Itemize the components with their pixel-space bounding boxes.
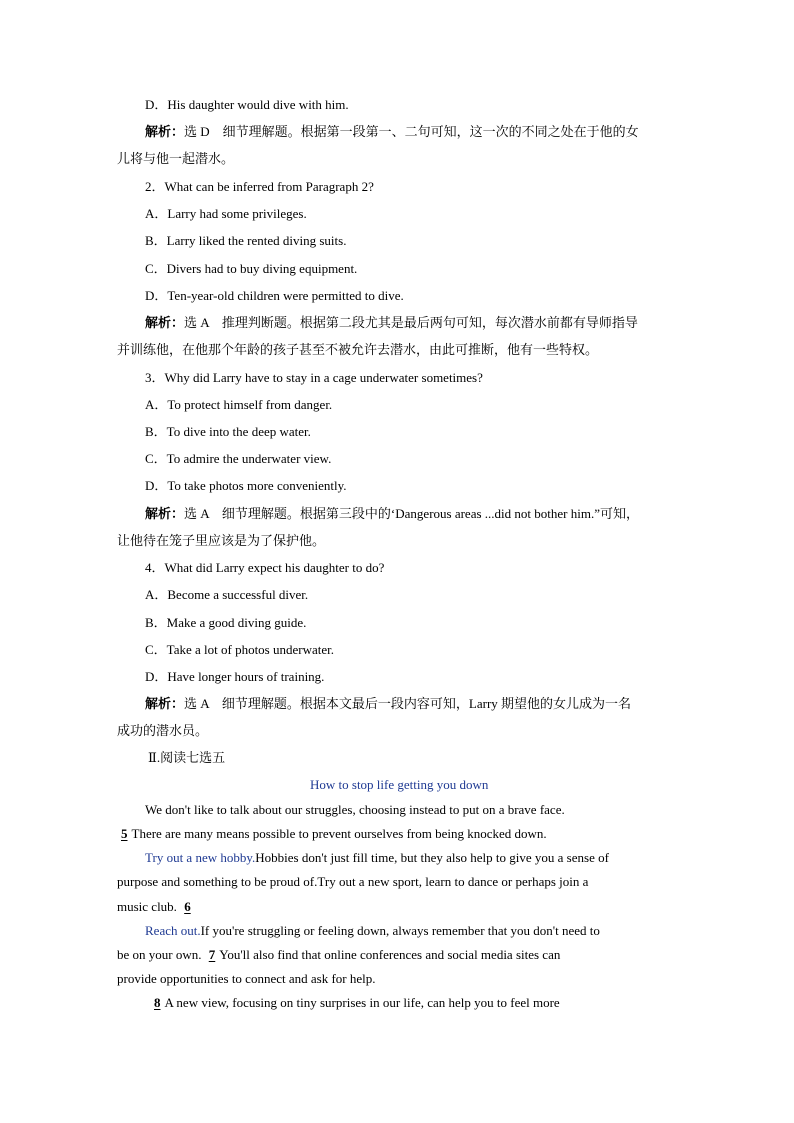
q3-analysis <box>145 506 639 522</box>
q4-question: 4．What did Larry expect his daughter to do? <box>145 560 385 575</box>
q3-option-d: D．To take photos more conveniently. <box>145 478 347 493</box>
p3-line1 <box>145 923 600 939</box>
q3-option-a: A．To protect himself from danger. <box>145 397 333 412</box>
q4-option-c: C．Take a lot of photos underwater. <box>145 642 334 657</box>
analysis-label: 解析： <box>145 124 185 139</box>
q2-analysis-cont: 并训练他，在他那个年龄的孩子甚至不被允许去潜水，由此可推断，他有一些特权。 <box>117 342 599 357</box>
passage-title: How to stop life getting you down <box>310 777 489 792</box>
p1-text: There are many means possible to prevent ourselves from being knocked down. <box>131 826 547 841</box>
blank-7[interactable]: 7 <box>208 947 216 962</box>
analysis-label: 解析： <box>145 506 185 521</box>
p3-text-a: be on your own. <box>117 947 202 962</box>
q2-option-b: B．Larry liked the rented diving suits. <box>145 233 347 248</box>
blank-5[interactable]: 5 <box>121 826 128 841</box>
q3-question: 3．Why did Larry have to stay in a cage underwater sometimes? <box>145 370 483 385</box>
analysis-text: 选 A 推理判断题。根据第二段尤其是最后两句可知，每次潜水前都有导师指导 <box>184 315 638 330</box>
p2-line1 <box>145 850 609 866</box>
p3-line3: provide opportunities to connect and ask for help. <box>117 971 376 986</box>
q1-analysis-cont: 儿将与他一起潜水。 <box>117 151 235 166</box>
q3-option-b: B．To dive into the deep water. <box>145 424 311 439</box>
q3-analysis-cont: 让他待在笼子里应该是为了保护他。 <box>117 533 326 548</box>
q2-option-a: A．Larry had some privileges. <box>145 206 307 221</box>
q4-option-b: B．Make a good diving guide. <box>145 615 307 630</box>
q4-analysis-cont: 成功的潜水员。 <box>117 723 209 738</box>
p2-line3 <box>117 899 195 915</box>
p2-line2: purpose and something to be proud of.Try out a new sport, learn to dance or perhaps join a <box>117 874 589 889</box>
q2-question: 2．What can be inferred from Paragraph 2? <box>145 179 374 194</box>
section-heading: Ⅱ.阅读七选五 <box>148 750 226 765</box>
p3-text: If you're struggling or feeling down, always remember that you don't need to <box>200 923 600 938</box>
q4-analysis <box>145 696 631 712</box>
p2-text: Hobbies don't just fill time, but they also help to give you a sense of <box>255 850 609 865</box>
p1-line2 <box>117 826 547 842</box>
q1-analysis <box>145 124 639 140</box>
p4-line1 <box>150 995 560 1011</box>
blank-8[interactable]: 8 <box>154 995 161 1010</box>
analysis-text: 选 A 细节理解题。根据第三段中的‘Dangerous areas ...did not bother him.”可知， <box>184 506 639 521</box>
q4-option-a: A．Become a successful diver. <box>145 587 309 602</box>
q3-option-c: C．To admire the underwater view. <box>145 451 332 466</box>
p2-heading: Try out a new hobby. <box>145 850 256 865</box>
p2-text-end: music club. <box>117 899 177 914</box>
analysis-label: 解析： <box>145 696 185 711</box>
q4-option-d: D．Have longer hours of training. <box>145 669 325 684</box>
analysis-label: 解析： <box>145 315 185 330</box>
q2-analysis <box>145 315 638 331</box>
analysis-text: 选 A 细节理解题。根据本文最后一段内容可知，Larry 期望他的女儿成为一名 <box>184 696 632 711</box>
p3-text-b: You'll also find that online conferences and social media sites can <box>219 947 561 962</box>
q2-option-c: C．Divers had to buy diving equipment. <box>145 261 358 276</box>
p3-heading: Reach out. <box>145 923 201 938</box>
p1-line1: We don't like to talk about our struggles, choosing instead to put on a brave face. <box>145 802 565 817</box>
q2-option-d: D．Ten-year-old children were permitted to dive. <box>145 288 404 303</box>
analysis-text: 选 D 细节理解题。根据第一段第一、二句可知，这一次的不同之处在于他的女 <box>184 124 639 139</box>
q1-option-d: D．His daughter would dive with him. <box>145 97 349 112</box>
blank-6[interactable]: 6 <box>184 899 191 914</box>
p3-line2 <box>117 947 560 963</box>
p4-text: A new view, focusing on tiny surprises in our life, can help you to feel more <box>164 995 560 1010</box>
